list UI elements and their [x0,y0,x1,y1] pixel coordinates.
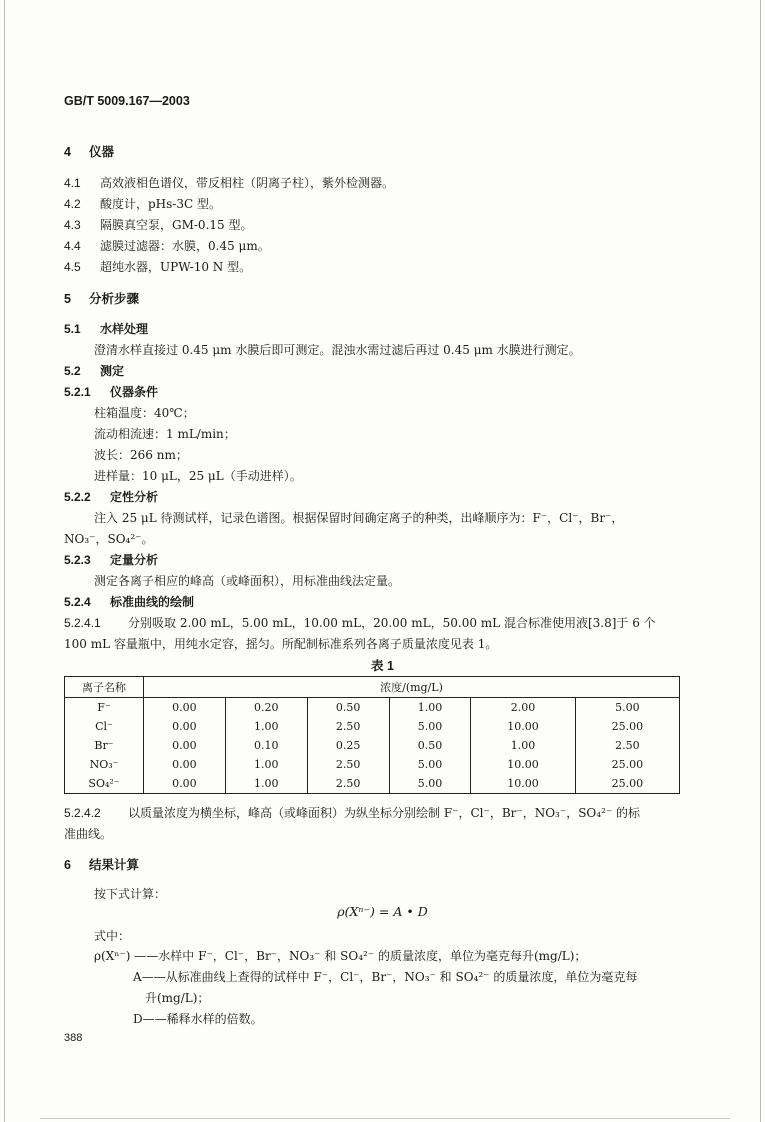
section-5-1-heading: 5.1 水样处理 [64,322,149,336]
ion-name: Cl⁻ [65,717,144,736]
table-row [65,736,680,755]
item-4-1: 4.1 高效液相色谱仪，带反相柱（阴离子柱），紫外检测器。 [64,176,395,190]
table-row [65,774,680,794]
section-5-2-3-text: 测定各离子相应的峰高（或峰面积），用标准曲线法定量。 [94,574,401,588]
definition-rho: ρ(Xⁿ⁻) ——水样中 F⁻，Cl⁻，Br⁻，NO₃⁻ 和 SO₄²⁻ 的质量浓度，单位为毫克每升(mg/L)； [94,949,587,963]
table-row [65,717,680,736]
definition-a-line1: A——从标准曲线上查得的试样中 F⁻，Cl⁻，Br⁻，NO₃⁻ 和 SO₄²⁻ 的质量浓度，单位为毫克每 [133,970,638,984]
standard-header: GB/T 5009.167—2003 [64,94,190,108]
item-4-2: 4.2 酸度计，pHs-3C 型。 [64,197,221,211]
table-row [65,755,680,774]
section-5-2-4-1-line2: 100 mL 容量瓶中，用纯水定容，摇匀。所配制标准系列各离子质量浓度见表 1。 [64,637,498,651]
definition-d: D——稀释水样的倍数。 [133,1012,263,1026]
table-cell: 10.00 [471,774,575,794]
condition-wavelength: 波长：266 nm； [94,448,188,462]
ion-name: NO₃⁻ [65,755,144,774]
table-cell: 1.00 [225,774,307,794]
table-cell: 0.10 [225,736,307,755]
table-cell: 0.00 [144,774,226,794]
table-header-concentration: 浓度/(mg/L) [144,677,680,698]
section-5-2-2-line2: NO₃⁻，SO₄²⁻。 [64,532,154,546]
item-4-5: 4.5 超纯水器，UPW-10 N 型。 [64,260,252,274]
table-cell: 25.00 [575,717,679,736]
item-4-4: 4.4 滤膜过滤器：水膜，0.45 μm。 [64,239,270,253]
section-5-2-heading: 5.2 测定 [64,364,125,378]
ion-name: Br⁻ [65,736,144,755]
page-edge-right [760,0,761,1122]
result-formula: ρ(Xⁿ⁻) = A • D [337,904,428,919]
table-caption: 表 1 [371,659,394,673]
section-5-2-1-heading: 5.2.1 仪器条件 [64,385,159,399]
table-cell: 1.00 [389,698,471,718]
table-cell: 2.50 [307,755,389,774]
table-cell: 10.00 [471,755,575,774]
section-5-heading: 5 分析步骤 [64,292,140,306]
definition-a-line2: 升(mg/L)； [145,991,210,1005]
section-4-heading: 4 仪器 [64,145,115,159]
condition-flow-rate: 流动相流速：1 mL/min； [94,427,236,441]
table-cell: 0.00 [144,717,226,736]
table-cell: 10.00 [471,717,575,736]
ion-name: F⁻ [65,698,144,718]
table-cell: 0.00 [144,698,226,718]
section-5-1-text: 澄清水样直接过 0.45 μm 水膜后即可测定。混浊水需过滤后再过 0.45 μm 水膜进行测定。 [94,343,581,357]
table-cell: 2.50 [575,736,679,755]
condition-oven-temp: 柱箱温度：40℃； [94,406,195,420]
section-6-heading: 6 结果计算 [64,858,140,872]
table-cell: 0.50 [389,736,471,755]
table-cell: 1.00 [225,717,307,736]
table-cell: 0.00 [144,755,226,774]
table-cell: 0.00 [144,736,226,755]
section-5-2-2-heading: 5.2.2 定性分析 [64,490,159,504]
table-cell: 0.20 [225,698,307,718]
table-cell: 2.50 [307,774,389,794]
table-cell: 25.00 [575,755,679,774]
table-cell: 1.00 [225,755,307,774]
where-label: 式中： [94,929,131,943]
page-number: 388 [64,1032,83,1044]
page-bottom-rule [40,1118,730,1119]
section-5-2-4-2-line1: 5.2.4.2 以质量浓度为横坐标，峰高（或峰面积）为纵坐标分别绘制 F⁻，Cl⁻，Br⁻，NO₃⁻，SO₄²⁻ 的标 [64,806,641,820]
table-cell: 1.00 [471,736,575,755]
section-5-2-3-heading: 5.2.3 定量分析 [64,553,159,567]
page-edge-left [4,0,5,1122]
table-cell: 0.50 [307,698,389,718]
table-cell: 2.00 [471,698,575,718]
table-cell: 25.00 [575,774,679,794]
table-cell: 5.00 [575,698,679,718]
table-header-ion: 离子名称 [65,677,144,698]
section-5-2-2-line1: 注入 25 μL 待测试样，记录色谱图。根据保留时间确定离子的种类，出峰顺序为：F⁻，Cl⁻，Br⁻， [94,511,624,525]
item-4-3: 4.3 隔膜真空泵，GM-0.15 型。 [64,218,253,232]
table-cell: 0.25 [307,736,389,755]
section-5-2-4-heading: 5.2.4 标准曲线的绘制 [64,595,195,609]
section-5-2-4-1-line1: 5.2.4.1 分别吸取 2.00 mL，5.00 mL，10.00 mL，20.00 mL，50.00 mL 混合标准使用液[3.8]于 6 个 [64,616,656,630]
condition-injection: 进样量：10 μL，25 μL（手动进样）。 [94,469,302,483]
table-cell: 2.50 [307,717,389,736]
table-cell: 5.00 [389,717,471,736]
calc-intro: 按下式计算： [94,887,167,901]
ion-name: SO₄²⁻ [65,774,144,794]
concentration-table [64,676,680,794]
table-row [65,698,680,718]
section-5-2-4-2-line2: 准曲线。 [64,827,113,841]
table-cell: 5.00 [389,755,471,774]
table-cell: 5.00 [389,774,471,794]
